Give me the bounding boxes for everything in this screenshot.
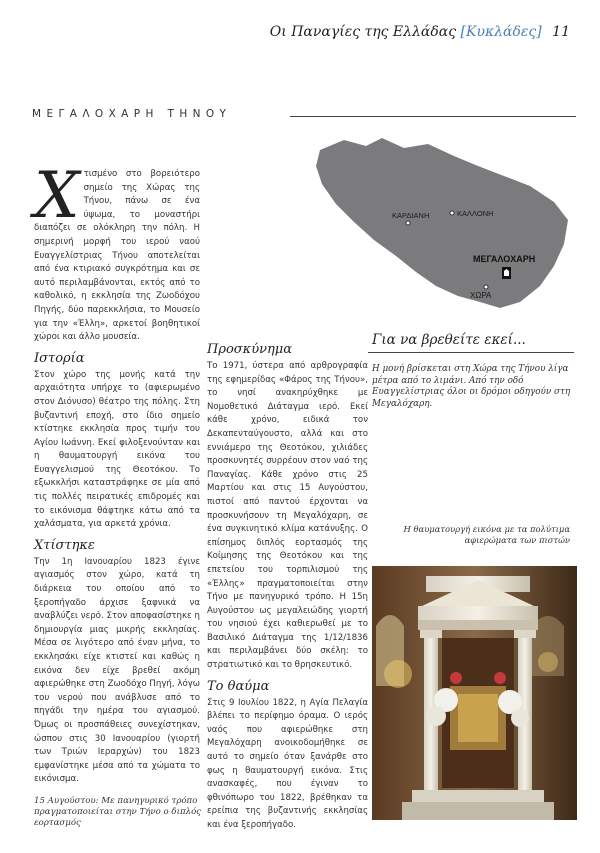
heading-built: Χτίστηκε <box>34 537 95 553</box>
icon-shrine-photo <box>372 566 577 820</box>
pilgrimage-text: Το 1971, ύστερα από αρθρογραφία της εφημερίδας «Φάρος της Τήνου», το νησί ανακηρύχθηκε με Νομοθετικό Διάταγμα ιερό. Εκεί κάθε χρόνο, ειδικά τον Δεκαπενταύγουστο, αλλά και στο εννιάμερο της Θεοτόκου, χιλιάδες προσκυνητές συρρέουν στον ναό της Παναγίας. Κάθε χρόνο στις 25 Μαρτίου και στις 15 Αυγούστου, πιστοί από παντού έρχονται να προσκυνήσουν τη Μεγαλόχαρη, σε ένα συγκινητικό κλίμα κατάνυξης. Ο επίσημος διπλός εορτασμός της Κοίμησης της Θεοτόκου και της επετείου του τορπιλισμού της «Έλλης» πραγματοποιείται στην Τήνο με πανηγυρικό τρόπο. Η 15η Αυγούστου ως μεγαλειώδης γιορτή του νησιού έχει καθιερωθεί με το Βασιλικό Διάταγμα της 1/12/1836 και περιλαμβάνει δύο σκέλη: το στρατιωτικό και το θρησκευτικό. <box>207 361 368 671</box>
text-column-1 <box>34 159 200 785</box>
title-divider <box>290 116 576 117</box>
how-to-find-text: Η μονή βρίσκεται στη Χώρα της Τήνου λίγα μέτρα από το λιμάνι. Από την οδό Ευαγγελίστριας όλοι οι δρόμοι οδηγούν στη Μεγαλόχαρη. <box>372 364 571 409</box>
page-header <box>270 24 570 40</box>
heading-miracle: Το θαύμα <box>207 678 270 694</box>
heading-history: Ιστορία <box>34 350 85 366</box>
how-to-find-title: Για να βρεθείτε εκεί... <box>372 332 526 348</box>
section-title: ΜΕΓΑΛΟΧΑΡΗ ΤΗΝΟΥ <box>32 108 232 120</box>
page-number: 11 <box>552 24 570 40</box>
island-shape <box>316 138 568 308</box>
church-icon <box>502 267 511 279</box>
intro-text: τισμένο στο βορειότερο σημείο της Χώρας της Τήνου, πάνω σε ένα ύψωμα, το μοναστήρι διαπόζει σε ολόκληρη την πόλη. Η σημερινή μορφή του ιερού ναού Ευαγγελίστριας Τήνου αποτελείται από ένα κτιριακό συγκρότημα και σε αυτό περιλαμβάνονται, εκτός από το καθολικό, η εκκλησία της Ζωοδόχου Πηγής, δύο παρεκκλήσια, το Μουσείο για την «Έλλη», αρκετοί βοηθητικοί χώροι και άλλο μουσεία. <box>34 169 200 343</box>
built-text: Την 1η Ιανουαρίου 1823 έγινε αγιασμός στον χώρο, κατά τη διάρκεια του οποίου από το ξεροπήγαδο άρχισε ξαφνικά να αναβλύζει νερό. Στον αποφασίστηκε η δημιουργία μιας μικρής εκκλησίας. Μέσα σε λιγότερο από έναν μήνα, το εκκλησάκι είχε κτιστεί και καθώς η εικόνα δεν είχε βρεθεί ακόμη αφιερώθηκε στη Ζωοδόχο Πηγή, λόγω του νερού που ανάβλυσε από το πηγάδι την ημέρα του αγιασμού. Όμως οι προσπάθειες συνεχίστηκαν, ώσπου στις 30 Ιανουαρίου (γιορτή των Τριών Ιεραρχών) του 1823 εμφανίστηκε μέσα από τα χώματα το εικόνισμα. <box>34 556 200 785</box>
how-to-find-divider <box>368 352 574 353</box>
tinos-map <box>308 126 578 314</box>
magazine-title: Οι Παναγίες της Ελλάδας <box>269 24 457 40</box>
heading-pilgrimage: Προσκύνημα <box>207 342 293 357</box>
kalloni-label: ΚΑΛΛΟΝΗ <box>457 209 494 218</box>
chora-marker <box>484 285 488 289</box>
side-caption: 15 Αυγούστου: Με πανηγυρικό τρόπο πραγματοποιείται στην Τήνο ο διπλός εορτασμός <box>34 796 202 828</box>
megalochari-label: ΜΕΓΑΛΟΧΑΡΗ <box>473 254 536 264</box>
region-label: [Κυκλάδες] <box>460 24 542 40</box>
history-text: Στον χώρο της μονής κατά την αρχαιότητα υπήρχε το (αφιερωμένο στον Διόνυσο) θέατρο της πόλης. Στη βυζαντινή εποχή, στο ίδιο σημείο κτίστηκε εκκλησία προς τιμήν του Αγίου Ιωάννη. Εκεί φιλοξενούνταν και η θαυματουργή εικόνα του Ευαγγελισμού της Θεοτόκου. Το εξωκκλήσι καταστράφηκε σε μία από τις πολλές πειρατικές επιδρομές και το εικόνισμα θάφτηκε κάτω από τα χαλάσματα, για αρκετά χρόνια. <box>34 369 200 530</box>
chora-label: ΧΩΡΑ <box>470 291 492 300</box>
intro-paragraph <box>34 159 200 345</box>
drop-cap: Χ <box>34 159 80 233</box>
photo-caption: Η θαυματουργή εικόνα με τα πολύτιμα αφιερώματα των πιστών <box>403 524 570 545</box>
miracle-text: Στις 9 Ιουλίου 1822, η Αγία Πελαγία βλέπει το περίφημο όραμα. Ο ιερός ναός που αφιερώθηκε στη Μεγαλόχαρη ανοικοδομήθηκε σε αυτό το σημείο όταν ξανάρθε στο φως η θαυματουργή εικόνα. Στις ανασκαφές, που έγιναν το φθινόπωρο του 1822, βρέθηκαν τα ερείπια της βυζαντινής εκκλησίας και ένα ξεροπήγαδο. <box>207 697 368 830</box>
kardiani-label: ΚΑΡΔΙΑΝΗ <box>392 211 430 220</box>
kalloni-marker <box>450 211 454 215</box>
kardiani-marker <box>406 221 410 225</box>
